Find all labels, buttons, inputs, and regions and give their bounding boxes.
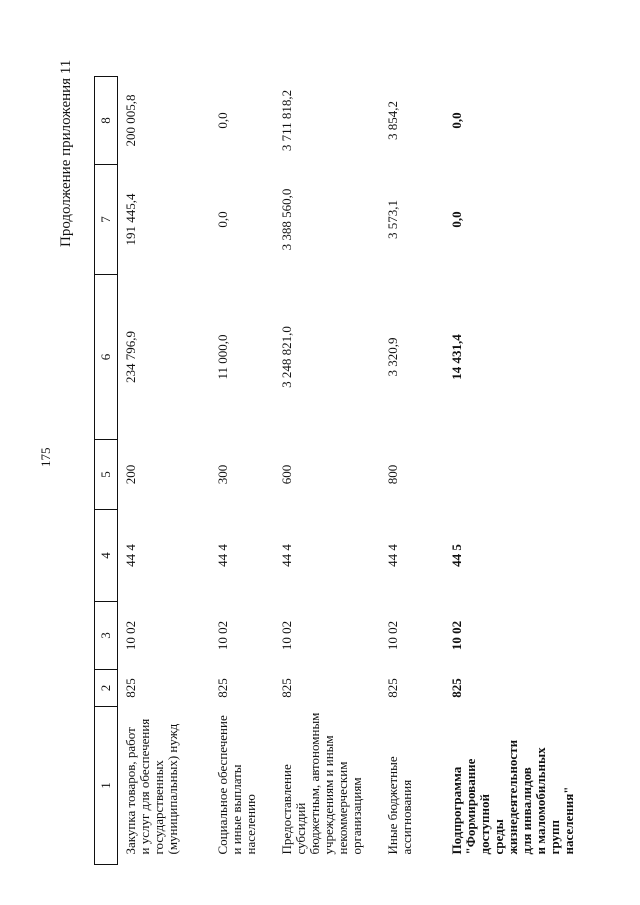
row-name-line: (муниципальных) нужд: [165, 723, 180, 855]
table-row: [380, 77, 444, 865]
column-header: 1: [95, 707, 118, 865]
cell-amount-year3: 3 854,2: [385, 101, 400, 140]
row-name-line: и маломобильных групп: [533, 747, 562, 855]
column-header: 2: [95, 670, 118, 707]
row-name: [380, 707, 444, 865]
header-row: [95, 77, 118, 865]
table-row: [118, 77, 211, 865]
cell-expense-type: 300: [215, 464, 230, 485]
cell-target-code: 44 4: [123, 544, 138, 567]
row-name: [444, 707, 576, 865]
cell-amount-year2: 0,0: [215, 211, 230, 228]
cell-expense-type: 800: [385, 464, 400, 485]
row-name-line: организациям: [349, 777, 364, 855]
cell-section-code: 10 02: [279, 620, 294, 651]
cell-admin-code: 825: [385, 678, 400, 698]
cell-target-code: 44 4: [385, 544, 400, 567]
cell-expense-type: 200: [123, 464, 138, 485]
row-name-line: Предоставление субсидий: [279, 764, 308, 855]
cell-amount-year1: 234 796,9: [123, 331, 138, 383]
row-name-line: Иные бюджетные: [385, 756, 400, 855]
cell-section-code: 10 02: [385, 620, 400, 651]
table-row: [210, 77, 274, 865]
cell-amount-year3: 200 005,8: [123, 94, 138, 147]
row-name-line: для инвалидов: [519, 767, 534, 855]
row-name-line: бюджетным, автономным: [307, 712, 322, 855]
cell-amount-year3: 0,0: [449, 112, 464, 129]
cell-admin-code: 825: [123, 678, 138, 698]
cell-amount-year2: 3 573,1: [385, 200, 400, 239]
cell-target-code: 44 4: [215, 544, 230, 567]
row-name-line: Социальное обеспечение: [215, 715, 230, 855]
cell-amount-year2: 191 445,4: [123, 193, 138, 246]
column-header: 6: [95, 275, 118, 440]
cell-expense-type: 600: [279, 464, 294, 485]
cell-amount-year2: 0,0: [449, 211, 464, 228]
column-header: 7: [95, 165, 118, 275]
cell-amount-year1: 11 000,0: [215, 334, 230, 380]
row-name: [210, 707, 274, 865]
table-row-subprogram: [444, 77, 576, 865]
cell-admin-code: 825: [215, 678, 230, 698]
column-header: 8: [95, 77, 118, 165]
cell-target-code: 44 5: [449, 544, 464, 567]
cell-section-code: 10 02: [123, 620, 138, 651]
row-name-line: учреждениям и иным: [321, 735, 336, 855]
cell-amount-year1: 3 320,9: [385, 337, 400, 377]
row-name-line: населения": [561, 786, 576, 855]
cell-section-code: 10 02: [215, 620, 230, 651]
row-name-line: ассигнования: [399, 779, 414, 855]
row-name: [118, 707, 211, 865]
cell-amount-year1: 3 248 821,0: [279, 326, 294, 388]
row-name-line: и иные выплаты населению: [229, 764, 258, 855]
cell-amount-year1: 14 431,4: [449, 334, 464, 380]
cell-target-code: 44 4: [279, 544, 294, 567]
page-number: 175: [38, 447, 53, 467]
row-name-line: среды жизнедеятельности: [491, 739, 520, 855]
row-name-line: Закупка товаров, работ: [123, 727, 138, 855]
row-name-line: государственных: [151, 760, 166, 855]
row-name-line: Подпрограмма: [449, 766, 464, 855]
cell-admin-code: 825: [279, 678, 294, 698]
cell-expense-type: [444, 440, 576, 510]
row-name-line: и услуг для обеспечения: [137, 718, 152, 855]
appendix-caption: Продолжение приложения 11: [58, 59, 74, 247]
cell-amount-year3: 0,0: [215, 112, 230, 129]
table-row: [274, 77, 380, 865]
row-name-line: "Формирование доступной: [463, 758, 492, 855]
cell-amount-year2: 3 388 560,0: [279, 188, 294, 251]
row-name-line: некоммерческим: [335, 761, 350, 855]
cell-amount-year3: 3 711 818,2: [279, 89, 294, 152]
cell-section-code: 10 02: [449, 620, 464, 651]
column-header: 3: [95, 602, 118, 670]
row-name: [274, 707, 380, 865]
budget-table: [94, 76, 576, 865]
cell-admin-code: 825: [449, 678, 464, 698]
column-header: 5: [95, 440, 118, 510]
column-header: 4: [95, 510, 118, 602]
